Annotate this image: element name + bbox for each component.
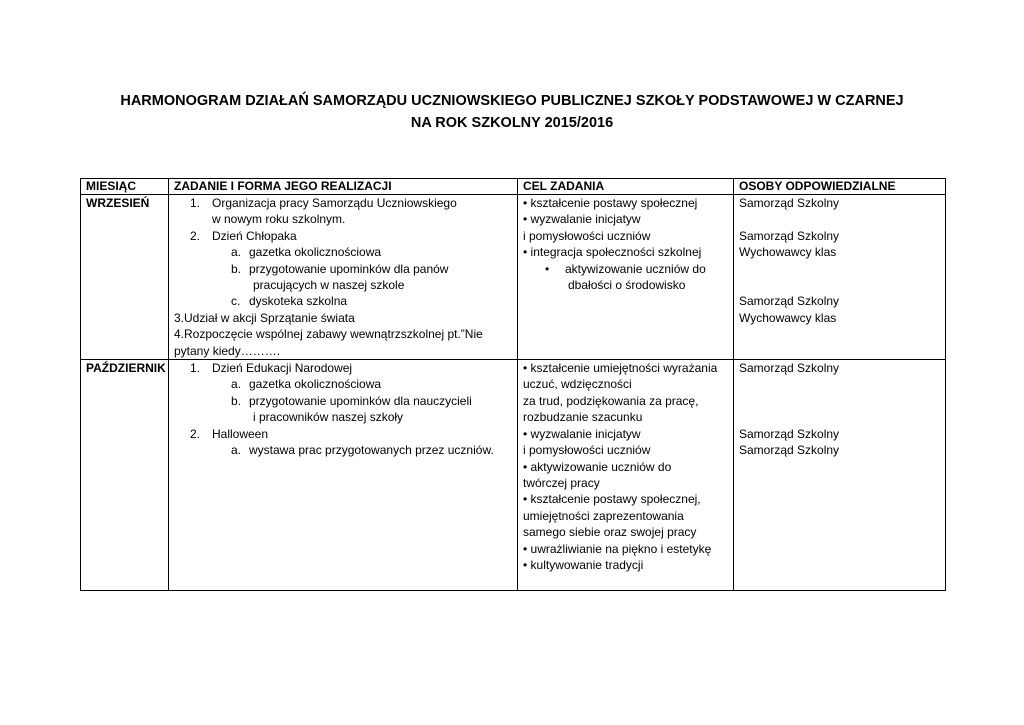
spacer xyxy=(739,393,940,409)
list-item: 3.Udział w akcji Sprzątanie świata xyxy=(174,310,355,325)
document-title xyxy=(0,90,1024,134)
header-month: MIESIĄC xyxy=(81,179,169,195)
goal-item: • kształcenie umiejętności wyrażania xyxy=(523,361,718,376)
list-item: 4.Rozpoczęcie wspólnej zabawy wewnątrzszkolnej pt.”Nie xyxy=(174,327,483,342)
title-line-1: HARMONOGRAM DZIAŁAŃ SAMORZĄDU UCZNIOWSKIEGO PUBLICZNEJ SZKOŁY PODSTAWOWEJ W CZARNEJ xyxy=(120,93,904,109)
responsible-item: Samorząd Szkolny xyxy=(739,443,840,458)
goal-item: • integracja społeczności szkolnej xyxy=(523,245,702,260)
list-subitem: b. przygotowanie upominków dla nauczycieli xyxy=(231,393,472,408)
goal-item-continuation: twórczej pracy xyxy=(523,475,600,490)
goal-item: • wyzwalanie inicjatyw xyxy=(523,426,641,441)
spacer xyxy=(739,277,940,293)
responsible-cell xyxy=(734,195,946,360)
goal-item-continuation: rozbudzanie szacunku xyxy=(523,410,643,425)
responsible-item: Wychowawcy klas xyxy=(739,245,837,260)
task-cell xyxy=(169,195,518,360)
list-subitem: c. dyskoteka szkolna xyxy=(231,294,348,309)
goal-item: • wyzwalanie inicjatyw xyxy=(523,212,641,227)
goal-item-continuation: za trud, podziękowania za pracę, xyxy=(523,393,699,408)
list-item: 1. Organizacja pracy Samorządu Uczniowskiego xyxy=(190,196,457,210)
spacer xyxy=(739,261,940,277)
list-subitem: a. wystawa prac przygotowanych przez uczniów. xyxy=(231,443,494,458)
goal-item: • aktywizowanie uczniów do xyxy=(523,459,672,474)
schedule-table xyxy=(80,178,946,591)
month-cell: WRZESIEŃ xyxy=(81,195,169,360)
header-goal: CEL ZADANIA xyxy=(518,179,734,195)
list-item-continuation: w nowym roku szkolnym. xyxy=(212,212,346,227)
goal-item: i pomysłowości uczniów xyxy=(523,228,651,243)
goal-item: • kształcenie postawy społecznej xyxy=(523,196,698,210)
table-row xyxy=(81,360,946,591)
list-subitem: a. gazetka okolicznościowa xyxy=(231,245,382,260)
goal-item: • kultywowanie tradycji xyxy=(523,557,644,572)
list-item: 2. Halloween xyxy=(190,426,269,441)
table-row xyxy=(81,195,946,360)
responsible-item: Samorząd Szkolny xyxy=(739,361,840,376)
responsible-item: Samorząd Szkolny xyxy=(739,228,840,243)
list-subitem: b. przygotowanie upominków dla panów xyxy=(231,261,449,276)
title-line-2: NA ROK SZKOLNY 2015/2016 xyxy=(410,115,614,131)
responsible-item: Samorząd Szkolny xyxy=(739,426,840,441)
goal-item-continuation: samego siebie oraz swojej pracy xyxy=(523,525,697,540)
goal-item-continuation: umiejętności zaprezentowania xyxy=(523,508,684,523)
goal-cell xyxy=(518,360,734,591)
month-cell: PAŹDZIERNIK xyxy=(81,360,169,591)
table-header-row xyxy=(81,179,946,195)
responsible-item: Samorząd Szkolny xyxy=(739,294,840,309)
goal-item: • aktywizowanie uczniów do xyxy=(545,261,706,276)
list-item: 1. Dzień Edukacji Narodowej xyxy=(190,361,353,376)
goal-item-continuation: dbałości o środowisko xyxy=(568,278,686,293)
list-subitem-continuation: pracujących w naszej szkole xyxy=(253,278,405,293)
responsible-item: Wychowawcy klas xyxy=(739,310,837,325)
header-responsible: OSOBY ODPOWIEDZIALNE xyxy=(734,179,946,195)
goal-cell xyxy=(518,195,734,360)
responsible-cell xyxy=(734,360,946,591)
header-task: ZADANIE I FORMA JEGO REALIZACJI xyxy=(169,179,518,195)
spacer xyxy=(739,376,940,392)
goal-item-continuation: i pomysłowości uczniów xyxy=(523,443,651,458)
spacer xyxy=(739,211,940,227)
spacer xyxy=(739,409,940,425)
list-subitem: a. gazetka okolicznościowa xyxy=(231,377,382,392)
goal-item: • kształcenie postawy społecznej, xyxy=(523,492,701,507)
list-subitem-continuation: i pracowników naszej szkoły xyxy=(253,410,404,425)
list-item: 2. Dzień Chłopaka xyxy=(190,228,297,243)
task-cell xyxy=(169,360,518,591)
goal-item: • uwrażliwianie na piękno i estetykę xyxy=(523,541,712,556)
goal-item-continuation: uczuć, wdzięczności xyxy=(523,377,632,392)
list-item-continuation: pytany kiedy………. xyxy=(174,343,281,358)
responsible-item: Samorząd Szkolny xyxy=(739,196,840,210)
